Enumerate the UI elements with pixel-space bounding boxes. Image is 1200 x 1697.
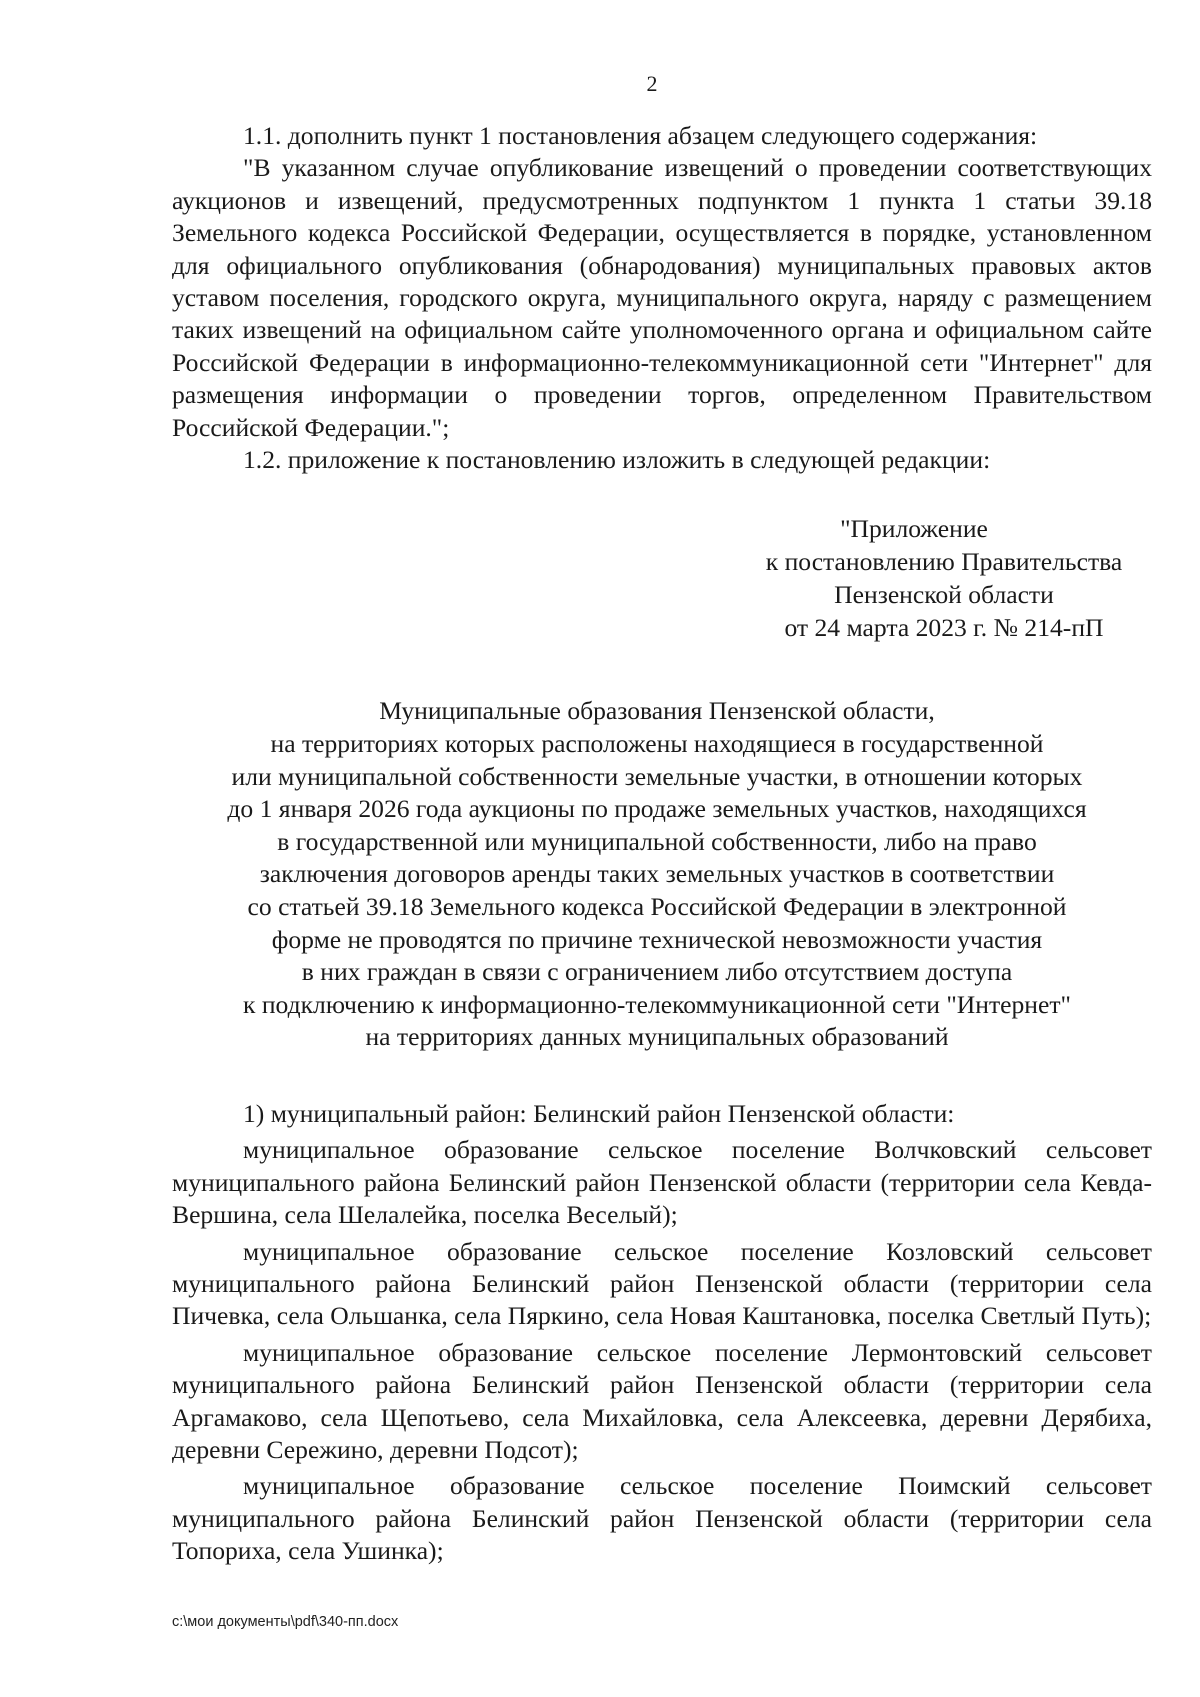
heading-line: со статьей 39.18 Земельного кодекса Российской Федерации в электронной: [247, 892, 1067, 922]
heading-line: к подключению к информационно-телекоммуникационной сети "Интернет": [243, 989, 1071, 1019]
list-item: муниципальное образование сельское поселение Козловский сельсовет муниципального района Белинский район Пензенской области (территории села Пичевка, села Ольшанка, села Пяркино, села Новая Каштановка, поселка Светлый Путь);: [172, 1236, 1152, 1331]
paragraph-1-2: 1.2. приложение к постановлению изложить в следующей редакции:: [243, 445, 991, 475]
heading-line: на территориях которых расположены находящиеся в государственной: [270, 729, 1044, 759]
list-item: муниципальное образование сельское поселение Волчковский сельсовет муниципального района Белинский район Пензенской области (территории села Кевда-Вершина, села Шелалейка, поселка Веселый);: [172, 1135, 1152, 1230]
heading-line: Муниципальные образования Пензенской области,: [379, 696, 935, 726]
appendix-line-4: от 24 марта 2023 г. № 214-пП: [784, 613, 1104, 643]
paragraph-1-1: 1.1. дополнить пункт 1 постановления абзацем следующего содержания:: [243, 121, 1038, 150]
municipality-list: [172, 1098, 1152, 1568]
heading-line: до 1 января 2026 года аукционы по продаже земельных участков, находящихся: [227, 794, 1087, 824]
document-page: [172, 70, 1152, 1572]
heading-line: или муниципальной собственности земельные участки, в отношении которых: [231, 761, 1083, 791]
list-item: муниципальное образование сельское поселение Поимский сельсовет муниципального района Белинский район Пензенской области (территории села Топориха, села Ушинка);: [172, 1471, 1152, 1566]
appendix-title: "Приложение: [840, 514, 988, 544]
list-item: муниципальное образование сельское поселение Лермонтовский сельсовет муниципального района Белинский район Пензенской области (территории села Аргамаково, села Щепотьево, села Михайловка, села Алексеевка, деревни Дерябиха, деревни Сережино, деревни Подсот);: [172, 1337, 1152, 1465]
document-heading: [172, 695, 1152, 1054]
appendix-block: [736, 512, 1152, 644]
page-number: 2: [646, 71, 658, 96]
heading-line: в них граждан в связи с ограничением либо отсутствием доступа: [301, 957, 1013, 987]
footer-file-path: c:\мои документы\pdf\340-пп.docx: [172, 1614, 399, 1630]
appendix-line-2: к постановлению Правительства: [765, 547, 1123, 577]
heading-line: в государственной или муниципальной собственности, либо на право: [277, 826, 1037, 856]
heading-line: на территориях данных муниципальных образований: [365, 1022, 949, 1052]
paragraph-quote: "В указанном случае опубликование извещений о проведении соответствующих аукционов и извещений, предусмотренных подпунктом 1 пункта 1 статьи 39.18 Земельного кодекса Российской Федерации, осуществляется в порядке, установленном для официального опубликования (обнародования) муниципальных правовых актов уставом поселения, городского округа, муниципального округа, наряду с размещением таких извещений на официальном сайте уполномоченного органа и официальном сайте Российской Федерации в информационно-телекоммуникационной сети "Интернет" для размещения информации о проведении торгов, определенном Правительством Российской Федерации.";: [172, 153, 1152, 442]
heading-line: форме не проводятся по причине технической невозможности участия: [271, 924, 1043, 954]
heading-line: заключения договоров аренды таких земельных участков в соответствии: [259, 859, 1055, 889]
appendix-line-3: Пензенской области: [834, 580, 1054, 610]
list-item: 1) муниципальный район: Белинский район Пензенской области:: [243, 1099, 955, 1128]
